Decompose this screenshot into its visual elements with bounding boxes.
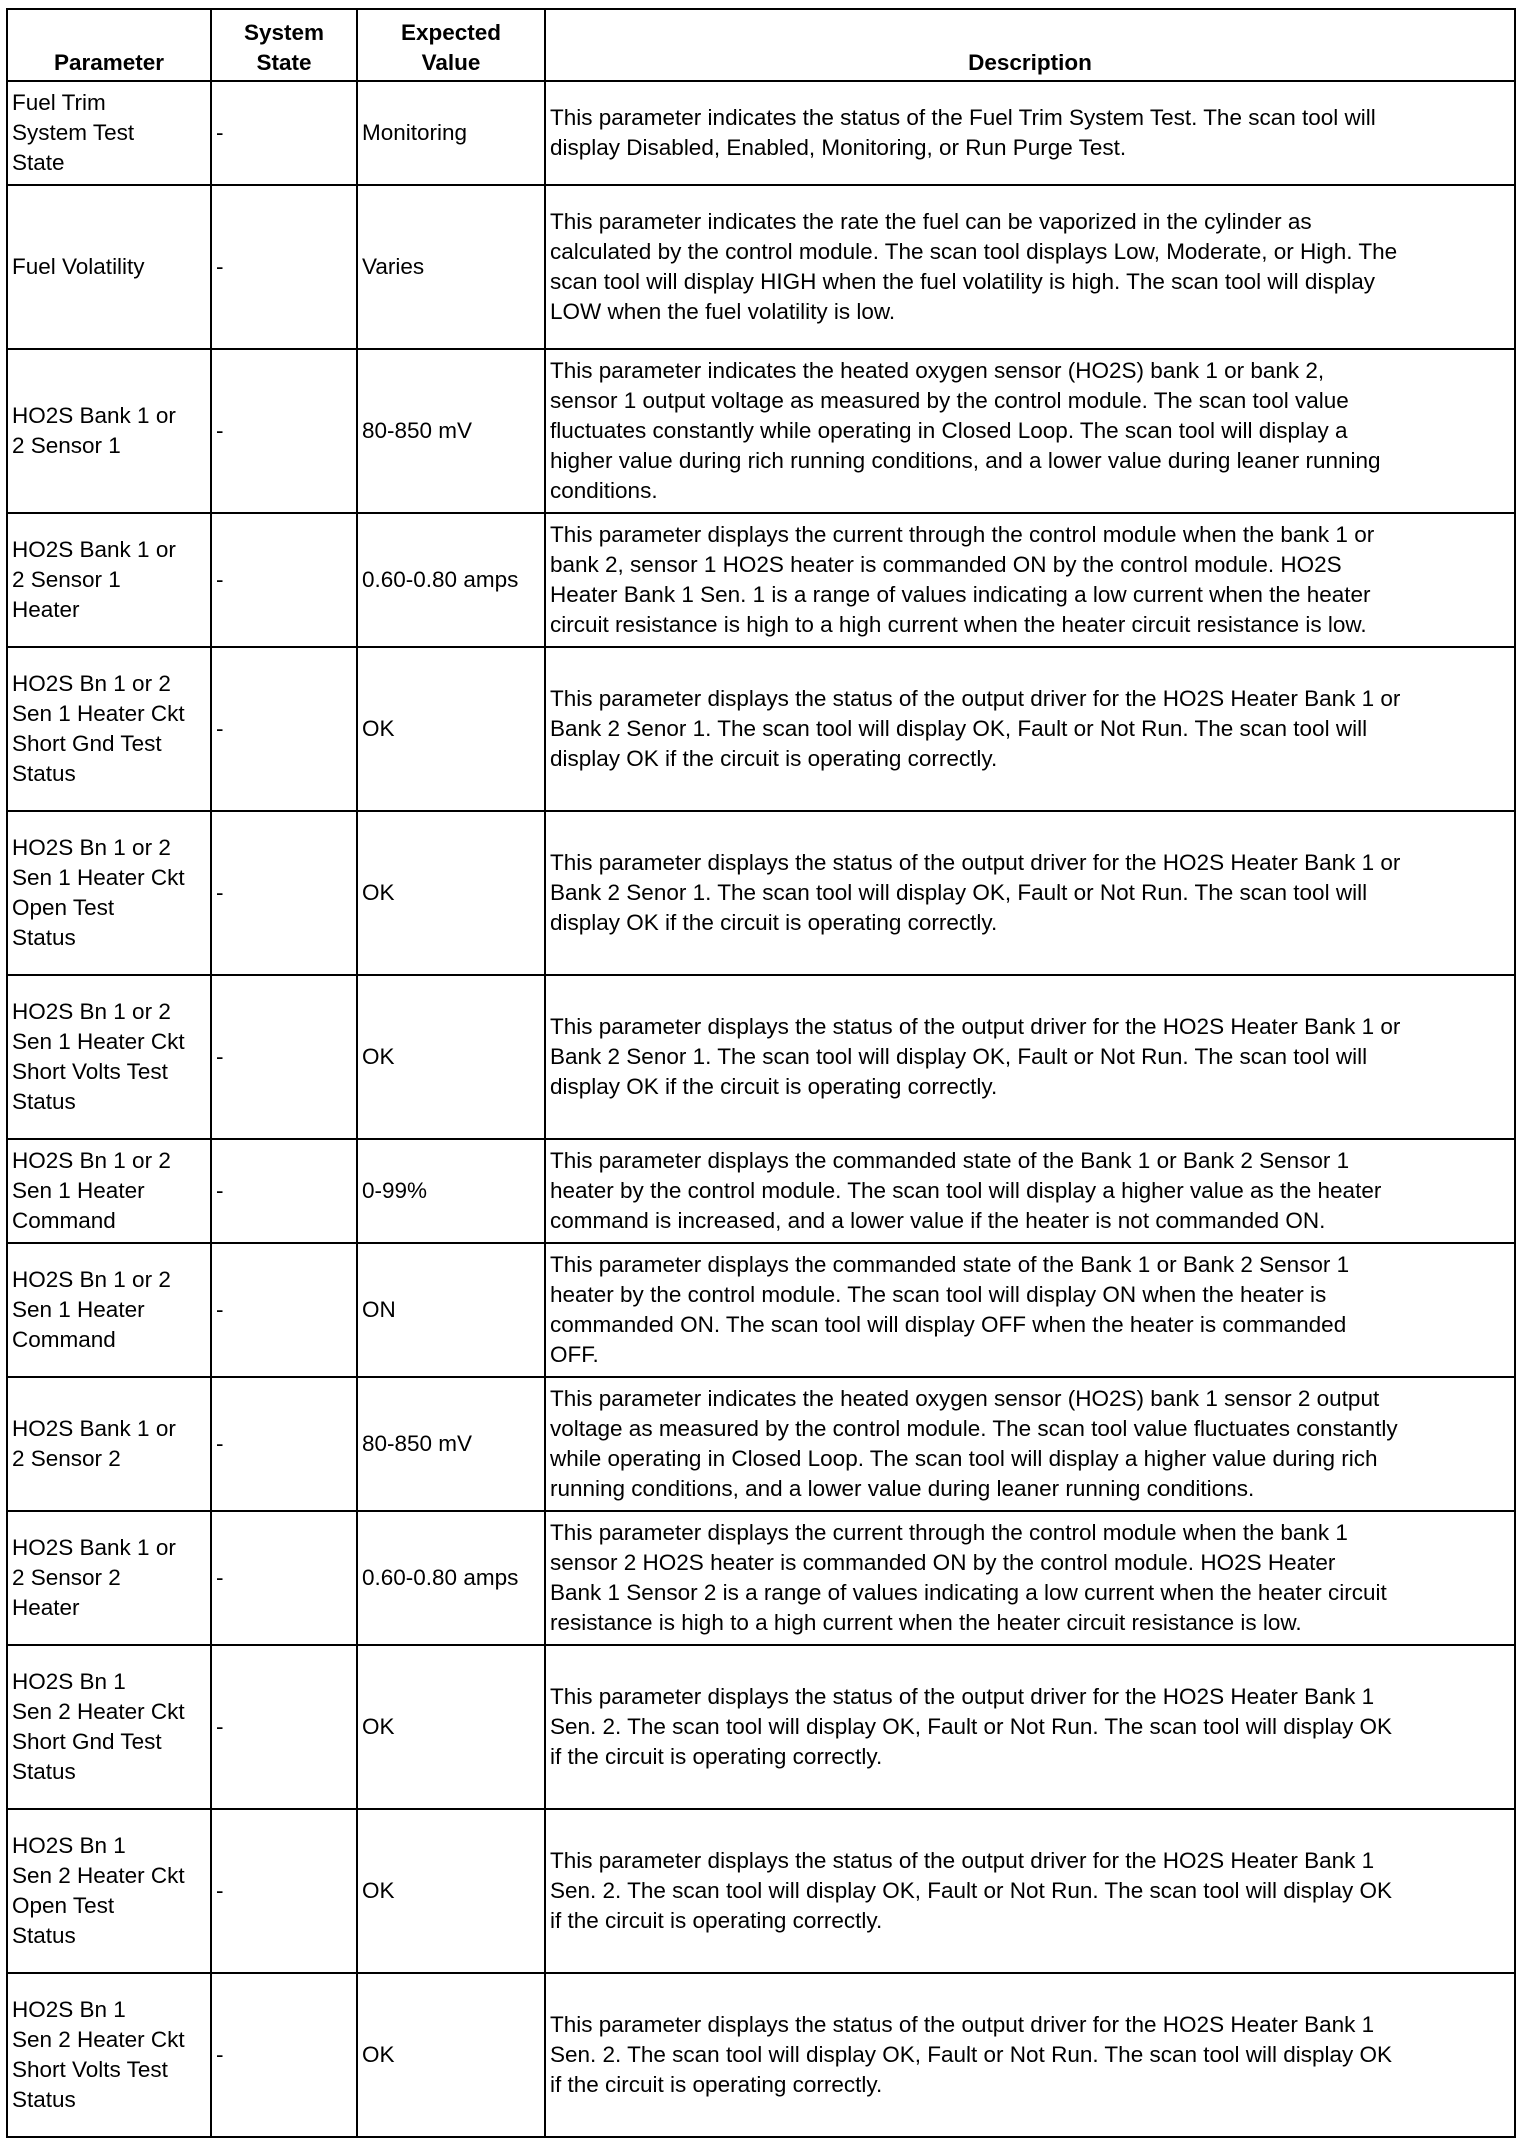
cell-expected-value: OK — [357, 1809, 545, 1973]
cell-expected-value: 0-99% — [357, 1139, 545, 1243]
cell-expected-value: OK — [357, 1645, 545, 1809]
cell-system-state: - — [211, 811, 357, 975]
cell-system-state: - — [211, 1243, 357, 1377]
cell-expected-value: Monitoring — [357, 81, 545, 185]
header-parameter: Parameter — [7, 9, 211, 81]
cell-parameter: HO2S Bank 1 or 2 Sensor 1 — [7, 349, 211, 513]
table-row — [7, 811, 1515, 975]
header-row — [7, 9, 1515, 81]
cell-parameter: HO2S Bn 1 or 2 Sen 1 Heater Command — [7, 1139, 211, 1243]
table-row — [7, 1139, 1515, 1243]
cell-expected-value: 0.60-0.80 amps — [357, 513, 545, 647]
table-row — [7, 81, 1515, 185]
parameter-table — [6, 8, 1516, 2138]
cell-expected-value: OK — [357, 647, 545, 811]
cell-parameter: HO2S Bn 1 or 2 Sen 1 Heater Ckt Open Test Status — [7, 811, 211, 975]
cell-system-state: - — [211, 185, 357, 349]
cell-parameter: HO2S Bank 1 or 2 Sensor 1 Heater — [7, 513, 211, 647]
cell-expected-value: 80-850 mV — [357, 349, 545, 513]
header-expected-value: Expected Value — [357, 9, 545, 81]
cell-description: This parameter indicates the heated oxygen sensor (HO2S) bank 1 sensor 2 output voltage as measured by the control module. The scan tool value fluctuates constantly while operating in Closed Loop. The scan tool will display a higher value during rich running conditions, and a lower value during leaner running conditions. — [545, 1377, 1515, 1511]
cell-description: This parameter displays the status of the output driver for the HO2S Heater Bank 1 or Bank 2 Senor 1. The scan tool will display OK, Fault or Not Run. The scan tool will display OK if the circuit is operating correctly. — [545, 811, 1515, 975]
cell-system-state: - — [211, 1139, 357, 1243]
cell-system-state: - — [211, 513, 357, 647]
cell-description: This parameter displays the current through the control module when the bank 1 or bank 2, sensor 1 HO2S heater is commanded ON by the control module. HO2S Heater Bank 1 Sen. 1 is a range of values indicating a low current when the heater circuit resistance is high to a high current when the heater circuit resistance is low. — [545, 513, 1515, 647]
cell-parameter: HO2S Bn 1 or 2 Sen 1 Heater Ckt Short Volts Test Status — [7, 975, 211, 1139]
cell-parameter: HO2S Bn 1 or 2 Sen 1 Heater Ckt Short Gnd Test Status — [7, 647, 211, 811]
cell-parameter: HO2S Bn 1 or 2 Sen 1 Heater Command — [7, 1243, 211, 1377]
table-row — [7, 1645, 1515, 1809]
cell-system-state: - — [211, 81, 357, 185]
cell-system-state: - — [211, 647, 357, 811]
cell-parameter: Fuel Trim System Test State — [7, 81, 211, 185]
table-row — [7, 647, 1515, 811]
cell-description: This parameter displays the commanded state of the Bank 1 or Bank 2 Sensor 1 heater by the control module. The scan tool will display a higher value as the heater command is increased, and a lower value if the heater is not commanded ON. — [545, 1139, 1515, 1243]
cell-description: This parameter displays the status of the output driver for the HO2S Heater Bank 1 or Bank 2 Senor 1. The scan tool will display OK, Fault or Not Run. The scan tool will display OK if the circuit is operating correctly. — [545, 647, 1515, 811]
cell-description: This parameter displays the status of the output driver for the HO2S Heater Bank 1 Sen. 2. The scan tool will display OK, Fault or Not Run. The scan tool will display OK if the circuit is operating correctly. — [545, 1973, 1515, 2137]
header-description: Description — [545, 9, 1515, 81]
cell-parameter: HO2S Bn 1 Sen 2 Heater Ckt Short Gnd Test Status — [7, 1645, 211, 1809]
cell-system-state: - — [211, 975, 357, 1139]
cell-system-state: - — [211, 1511, 357, 1645]
table-row — [7, 185, 1515, 349]
cell-description: This parameter indicates the status of the Fuel Trim System Test. The scan tool will display Disabled, Enabled, Monitoring, or Run Purge Test. — [545, 81, 1515, 185]
cell-parameter: HO2S Bn 1 Sen 2 Heater Ckt Short Volts Test Status — [7, 1973, 211, 2137]
cell-description: This parameter displays the current through the control module when the bank 1 sensor 2 HO2S heater is commanded ON by the control module. HO2S Heater Bank 1 Sensor 2 is a range of values indicating a low current when the heater circuit resistance is high to a high current when the heater circuit resistance is low. — [545, 1511, 1515, 1645]
cell-expected-value: 80-850 mV — [357, 1377, 545, 1511]
table-row — [7, 975, 1515, 1139]
cell-description: This parameter displays the status of the output driver for the HO2S Heater Bank 1 Sen. 2. The scan tool will display OK, Fault or Not Run. The scan tool will display OK if the circuit is operating correctly. — [545, 1645, 1515, 1809]
cell-parameter: Fuel Volatility — [7, 185, 211, 349]
table-row — [7, 1377, 1515, 1511]
table-row — [7, 1973, 1515, 2137]
cell-description: This parameter displays the status of the output driver for the HO2S Heater Bank 1 Sen. 2. The scan tool will display OK, Fault or Not Run. The scan tool will display OK if the circuit is operating correctly. — [545, 1809, 1515, 1973]
cell-system-state: - — [211, 1645, 357, 1809]
cell-expected-value: Varies — [357, 185, 545, 349]
cell-system-state: - — [211, 1809, 357, 1973]
cell-description: This parameter indicates the heated oxygen sensor (HO2S) bank 1 or bank 2, sensor 1 output voltage as measured by the control module. The scan tool value fluctuates constantly while operating in Closed Loop. The scan tool will display a higher value during rich running conditions, and a lower value during leaner running conditions. — [545, 349, 1515, 513]
cell-system-state: - — [211, 1973, 357, 2137]
cell-parameter: HO2S Bank 1 or 2 Sensor 2 Heater — [7, 1511, 211, 1645]
cell-parameter: HO2S Bn 1 Sen 2 Heater Ckt Open Test Status — [7, 1809, 211, 1973]
table-row — [7, 513, 1515, 647]
cell-description: This parameter displays the status of the output driver for the HO2S Heater Bank 1 or Bank 2 Senor 1. The scan tool will display OK, Fault or Not Run. The scan tool will display OK if the circuit is operating correctly. — [545, 975, 1515, 1139]
table-row — [7, 1243, 1515, 1377]
cell-expected-value: OK — [357, 811, 545, 975]
cell-description: This parameter indicates the rate the fuel can be vaporized in the cylinder as calculated by the control module. The scan tool displays Low, Moderate, or High. The scan tool will display HIGH when the fuel volatility is high. The scan tool will display LOW when the fuel volatility is low. — [545, 185, 1515, 349]
table-row — [7, 1511, 1515, 1645]
cell-expected-value: ON — [357, 1243, 545, 1377]
table-row — [7, 1809, 1515, 1973]
parameter-table-container — [6, 8, 1514, 2112]
cell-parameter: HO2S Bank 1 or 2 Sensor 2 — [7, 1377, 211, 1511]
table-row — [7, 349, 1515, 513]
cell-system-state: - — [211, 1377, 357, 1511]
cell-system-state: - — [211, 349, 357, 513]
cell-expected-value: OK — [357, 975, 545, 1139]
cell-description: This parameter displays the commanded state of the Bank 1 or Bank 2 Sensor 1 heater by the control module. The scan tool will display ON when the heater is commanded ON. The scan tool will display OFF when the heater is commanded OFF. — [545, 1243, 1515, 1377]
cell-expected-value: 0.60-0.80 amps — [357, 1511, 545, 1645]
header-system-state: System State — [211, 9, 357, 81]
cell-expected-value: OK — [357, 1973, 545, 2137]
